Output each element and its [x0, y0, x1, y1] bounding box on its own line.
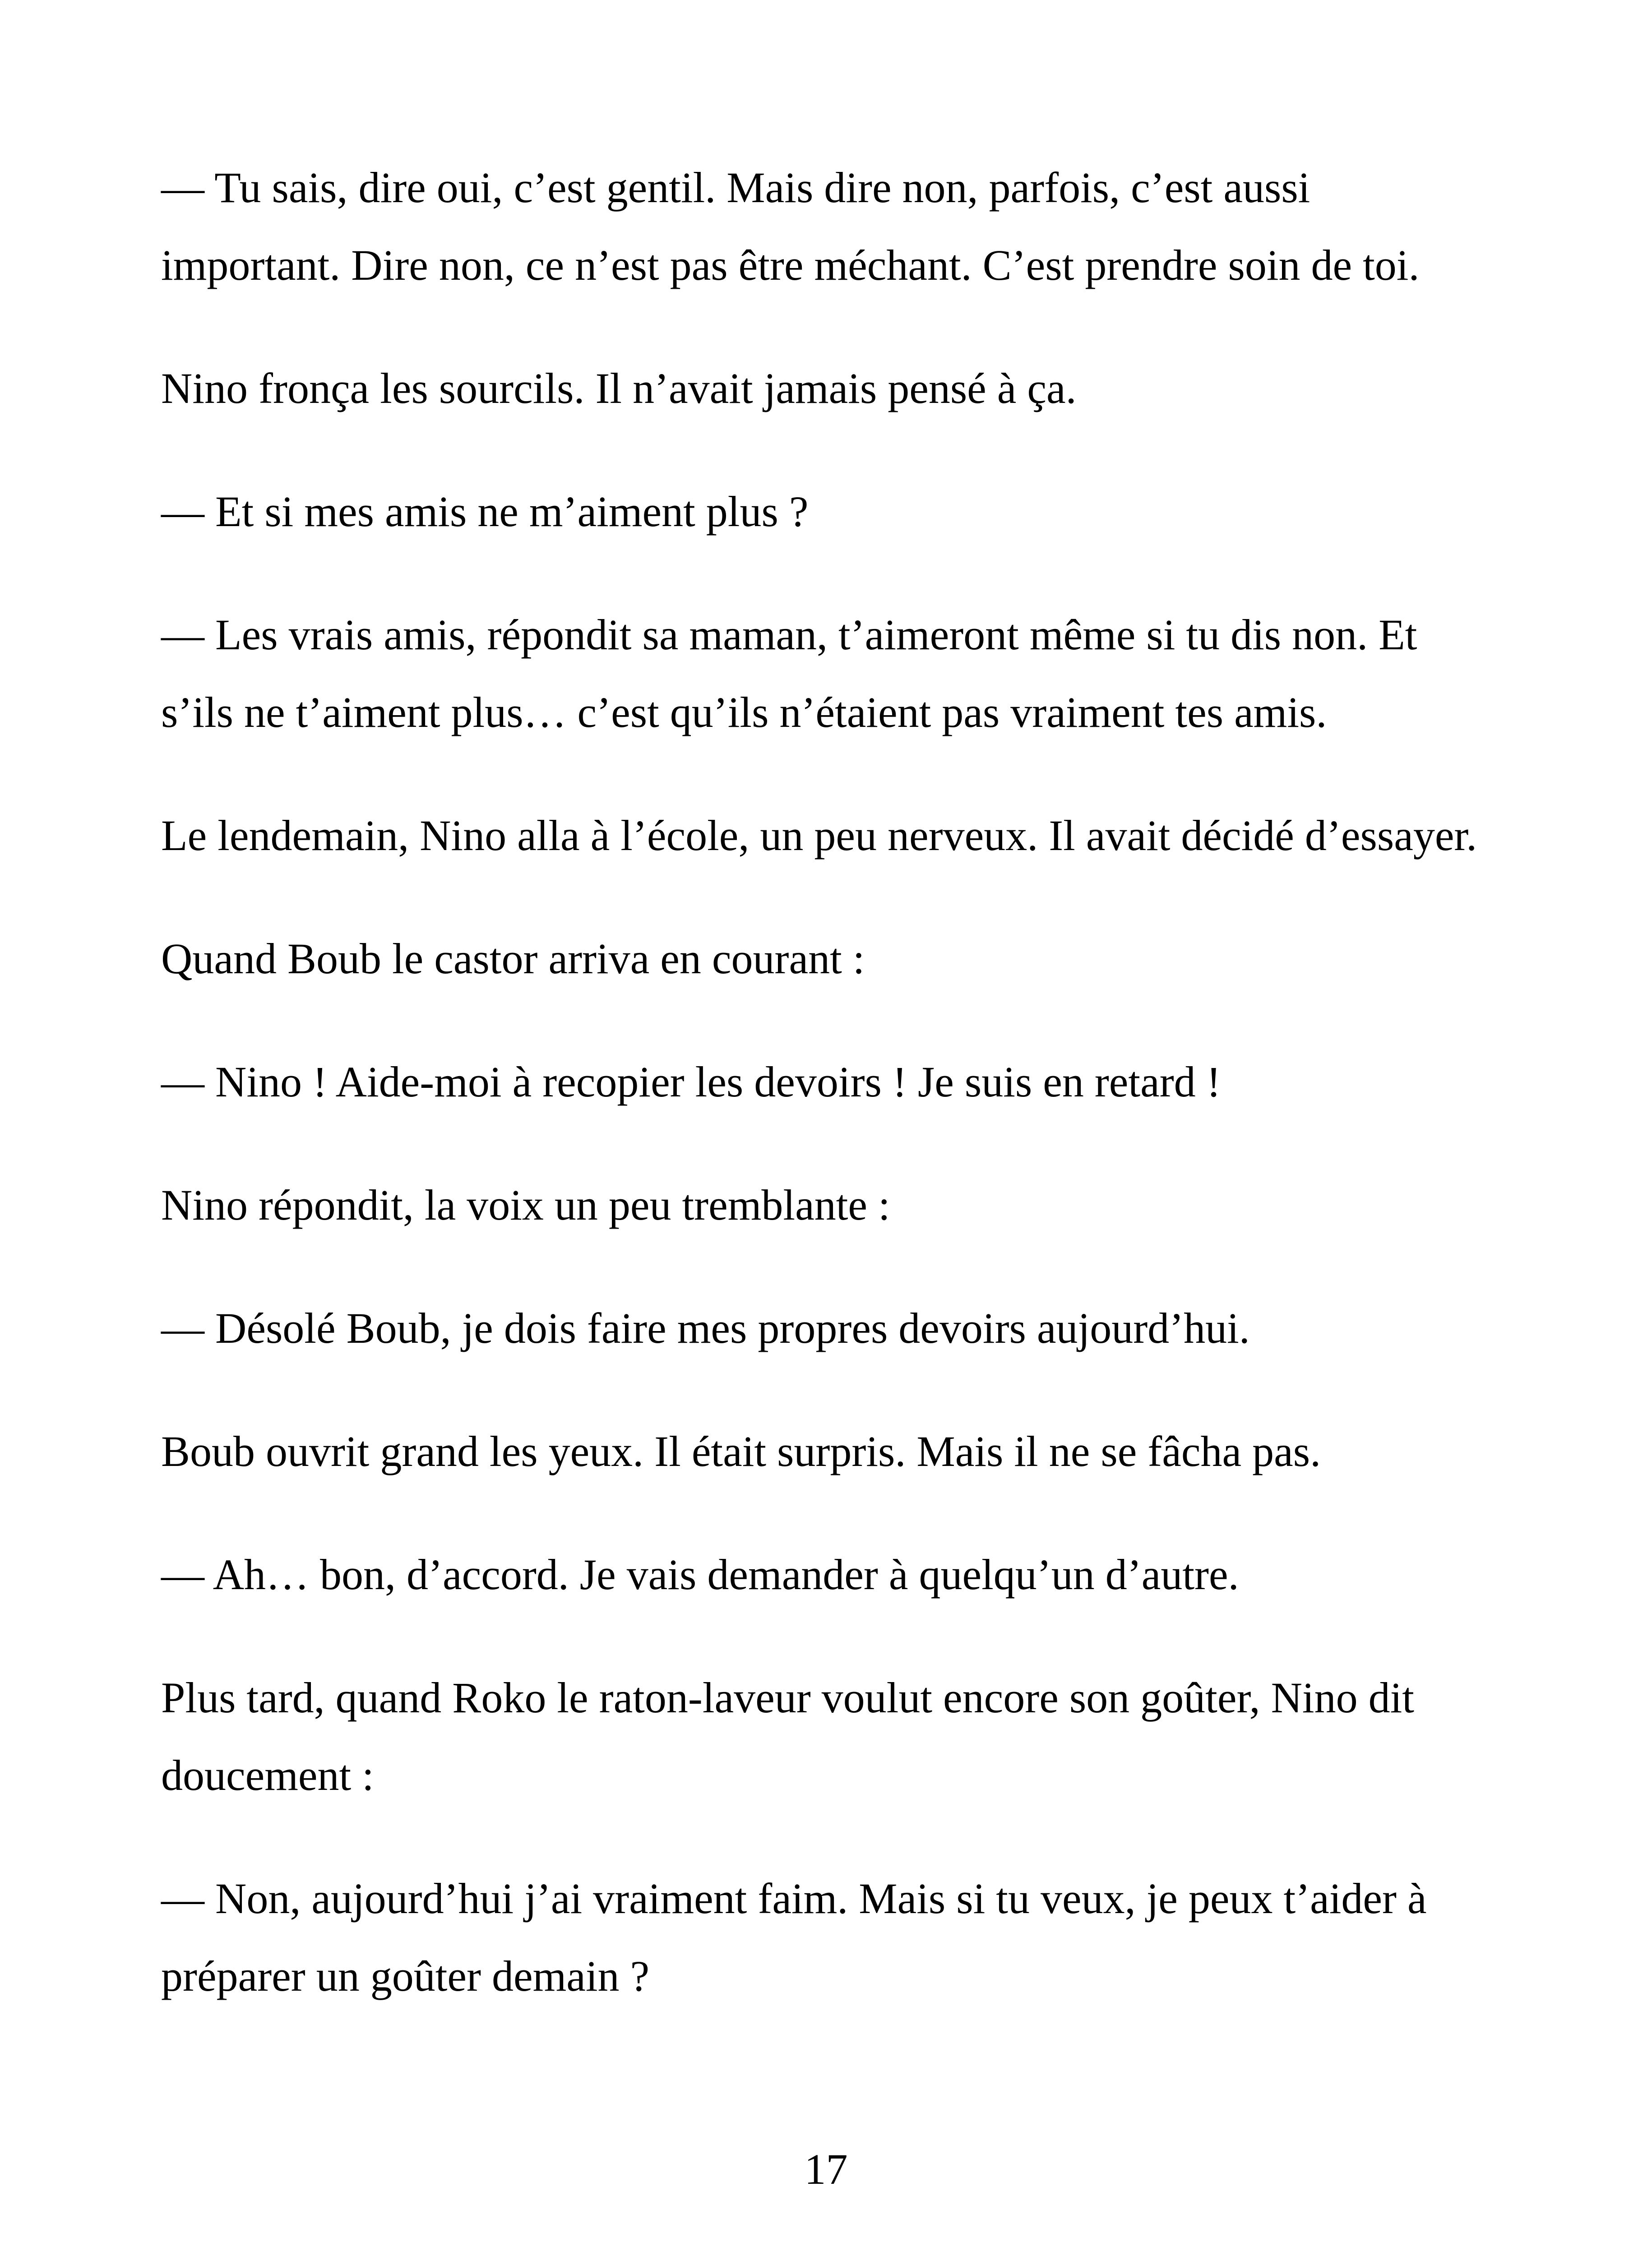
paragraph: Boub ouvrit grand les yeux. Il était surpris. Mais il ne se fâcha pas. — [161, 1427, 1321, 1475]
paragraph: Le lendemain, Nino alla à l’école, un peu nerveux. Il avait décidé d’essayer. — [161, 811, 1477, 860]
body-text — [161, 149, 1497, 2061]
paragraph: — Et si mes amis ne m’aiment plus ? — [161, 487, 809, 536]
page-number: 17 — [804, 2145, 848, 2193]
paragraph: — Les vrais amis, répondit sa maman, t’aimeront même si tu dis non. Et s’ils ne t’aiment plus… c’est qu’ils n’étaient pas vraiment tes amis. — [161, 610, 1417, 736]
paragraph: — Tu sais, dire oui, c’est gentil. Mais dire non, parfois, c’est aussi important. Dire non, ce n’est pas être méchant. C’est prendre soin de toi. — [161, 163, 1420, 289]
paragraph: Quand Boub le castor arriva en courant : — [161, 934, 865, 983]
paragraph: Nino fronça les sourcils. Il n’avait jamais pensé à ça. — [161, 364, 1077, 412]
paragraph: — Ah… bon, d’accord. Je vais demander à quelqu’un d’autre. — [161, 1550, 1239, 1599]
paragraph: — Nino ! Aide-moi à recopier les devoirs ! Je suis en retard ! — [161, 1058, 1221, 1106]
paragraph: — Non, aujourd’hui j’ai vraiment faim. Mais si tu veux, je peux t’aider à préparer un goûter demain ? — [161, 1874, 1427, 2000]
paragraph: Nino répondit, la voix un peu tremblante : — [161, 1181, 890, 1229]
paragraph: Plus tard, quand Roko le raton-laveur voulut encore son goûter, Nino dit doucement : — [161, 1674, 1414, 1799]
paragraph: — Désolé Boub, je dois faire mes propres devoirs aujourd’hui. — [161, 1304, 1250, 1352]
